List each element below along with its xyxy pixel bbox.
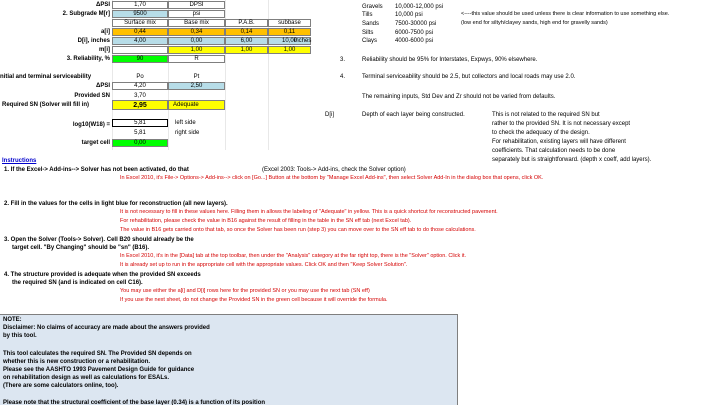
soil-value: 10,000 psi bbox=[395, 12, 423, 18]
box-line: to check the adequacy of the design. bbox=[492, 130, 590, 136]
mi-label: m[i] bbox=[99, 47, 110, 53]
right-side-value: 5,81 bbox=[134, 130, 146, 136]
reliability-label: 3. Reliability, % bbox=[66, 56, 110, 62]
instruction-red: You may use either the a[i] and D[i] rows here for the provided SN or you may use the next tab (SN eff) bbox=[120, 288, 370, 294]
delta-psi-value[interactable]: 1,70 bbox=[112, 1, 168, 9]
soil-value: 4000-6000 psi bbox=[395, 38, 434, 44]
layer-header: Surface mix bbox=[112, 19, 168, 27]
note-text: Reliability should be 95% for Interstates, Expwys, 90% elsewhere. bbox=[362, 57, 538, 63]
note-number: 4. bbox=[340, 74, 346, 80]
right-side-label: right side bbox=[175, 130, 200, 136]
ai-input[interactable]: 0,34 bbox=[168, 28, 225, 36]
delta-psi-unit: DPSI bbox=[168, 1, 225, 9]
note-text: Terminal serviceability should be 2.5, but collectors and local roads may use 2.0. bbox=[362, 74, 576, 80]
soil-value: 10,000-12,000 psi bbox=[395, 4, 444, 10]
left-side-value: 5,81 bbox=[112, 119, 168, 127]
ai-label: a[i] bbox=[101, 29, 110, 35]
instruction-note: (Excel 2003: Tools-> Add-ins, check the Solver option) bbox=[262, 167, 406, 173]
note-line: Please note that the structural coefficient of the base layer (0.34) is a function of its position bbox=[3, 400, 266, 405]
box-line: separately but is straightforward. (depth x coeff, add layers). bbox=[492, 157, 652, 163]
mi-input[interactable]: 1,00 bbox=[225, 46, 268, 54]
target-cell-value[interactable]: 0,00 bbox=[112, 139, 168, 147]
di-unit: inches bbox=[294, 38, 312, 44]
instruction-red: It is not necessary to fill in these values here. Filling them in allows the labeling of "Adequate" in yellow. This is a quick shortcut for reconstructed pavement. bbox=[120, 209, 498, 215]
reliability-code: R bbox=[168, 55, 225, 63]
ai-input[interactable]: 0,44 bbox=[112, 28, 168, 36]
left-side-label: left side bbox=[175, 120, 196, 126]
po-label: Po bbox=[136, 74, 144, 80]
di-input[interactable]: 10,00 bbox=[268, 37, 311, 45]
soil-name: Gravels bbox=[362, 4, 383, 10]
instruction-step: the required SN (and is indicated on cell C16). bbox=[12, 280, 143, 286]
provided-sn-value: 3,70 bbox=[134, 93, 146, 99]
di-note-label: D[i] bbox=[325, 112, 334, 118]
ai-input[interactable]: 0,14 bbox=[225, 28, 268, 36]
note-number: 3. bbox=[340, 57, 346, 63]
instruction-step: target cell. "By Changing" should be "sn" (B16). bbox=[12, 245, 150, 251]
ai-input[interactable]: 0,11 bbox=[268, 28, 311, 36]
di-input[interactable]: 0,00 bbox=[168, 37, 225, 45]
instruction-red: If you use the next sheet, do not change the Provided SN in the green cell because it will override the formula. bbox=[120, 297, 388, 303]
di-note-text: Depth of each layer being constructed. bbox=[362, 112, 465, 118]
mi-input[interactable]: 1,00 bbox=[168, 46, 225, 54]
instructions-title: Instructions bbox=[2, 158, 37, 164]
note-title: NOTE: bbox=[3, 317, 22, 323]
di-label: D[i], inches bbox=[77, 38, 110, 44]
instruction-red: For rehabilitation, please check the value in B16 against the result of filling in the table in the SN eff tab (next Excel tab). bbox=[120, 218, 412, 224]
adequate-badge: Adequate bbox=[168, 100, 225, 110]
box-line: This is not related to the required SN but bbox=[492, 112, 600, 118]
box-line: coefficients. That calculation needs to be done bbox=[492, 148, 616, 154]
layer-header: Base mix bbox=[168, 19, 225, 27]
note-line: (There are some calculators online, too). bbox=[3, 383, 119, 389]
log-w18-label: log10(W18) = bbox=[72, 122, 110, 128]
provided-sn-label: Provided SN bbox=[74, 93, 110, 99]
layer-header: subbase bbox=[268, 19, 311, 27]
di-input[interactable]: 4,00 bbox=[112, 37, 168, 45]
serviceability-label: nitial and terminal serviceability bbox=[0, 74, 92, 80]
note-line: Please see the AASHTO 1993 Pavement Design Guide for guidance bbox=[3, 367, 195, 373]
box-line: rather to the provided SN. It is not necessary except bbox=[492, 121, 631, 127]
note-line: on rehabilitation design as well as calculations for ESALs. bbox=[3, 375, 170, 381]
note-line: by this tool. bbox=[3, 333, 37, 339]
note-line: Disclaimer: No claims of accuracy are made about the answers provided bbox=[3, 325, 210, 331]
subgrade-input[interactable]: 9500 bbox=[112, 10, 168, 18]
soil-name: Silts bbox=[362, 30, 374, 36]
soil-name: Sands bbox=[362, 21, 380, 27]
pt-label: Pt bbox=[193, 74, 200, 80]
soil-note: <----this value should be used unless there is clear information to use something else. bbox=[461, 11, 670, 17]
instruction-red: The value in B16 gets carried onto that tab, so once the Solver has been run (step 3) you can move over to the SN eff tab to do those calculations. bbox=[120, 227, 476, 233]
soil-value: 6000-7500 psi bbox=[395, 30, 434, 36]
po-input[interactable]: 4,20 bbox=[112, 82, 168, 90]
delta-psi-label-2: ΔPSI bbox=[96, 83, 110, 89]
instruction-red: In Excel 2010, it's in the [Data] tab at the top toolbar, then under the "Analysis" category at the far right top, there is the "Solver" option. Click it. bbox=[120, 253, 467, 259]
reliability-input[interactable]: 90 bbox=[112, 55, 168, 63]
soil-value: 7500-30000 psi bbox=[395, 21, 437, 27]
subgrade-unit: psi bbox=[168, 10, 225, 18]
box-line: For rehabilitation, existing layers will have different bbox=[492, 139, 626, 145]
instruction-step: 1. If the Excel-> Add-ins--> Solver has not been activated, do that bbox=[4, 167, 189, 173]
mi-empty bbox=[112, 46, 168, 54]
note-text: The remaining inputs, Std Dev and Zr should not be varied from defaults. bbox=[362, 94, 556, 100]
subgrade-label: 2. Subgrade M[r] bbox=[62, 11, 110, 17]
soil-name: Tills bbox=[362, 12, 373, 18]
instruction-step: 3. Open the Solver (Tools-> Solver). Cell B20 should already be the bbox=[4, 237, 194, 243]
instruction-step: 4. The structure provided is adequate when the provided SN exceeds bbox=[4, 272, 201, 278]
layer-header: P.A.B. bbox=[225, 19, 268, 27]
instruction-step: 2. Fill in the values for the cells in light blue for reconstruction (all new layers). bbox=[4, 201, 228, 207]
soil-name: Clays bbox=[362, 38, 378, 44]
pt-input[interactable]: 2,50 bbox=[168, 82, 225, 90]
mi-input[interactable]: 1,00 bbox=[268, 46, 311, 54]
di-input[interactable]: 6,00 bbox=[225, 37, 268, 45]
delta-psi-label: ΔPSI bbox=[96, 2, 110, 8]
required-sn-value[interactable]: 2,95 bbox=[112, 100, 168, 110]
note-line: This tool calculates the required SN. The Provided SN depends on bbox=[3, 351, 192, 357]
required-sn-label: Required SN (Solver will fill in) bbox=[2, 102, 90, 108]
soil-note: (low end for siltyh/clayey sands, high end for gravelly sands) bbox=[461, 20, 608, 26]
note-line: whether this is new construction or a rehabilitation. bbox=[3, 359, 151, 365]
instruction-red: It is already set up to run in the appropriate cell with the appropriate values. Click OK and then "Keep Solver Solution". bbox=[120, 262, 408, 268]
instruction-red: In Excel 2010, it's File-> Options-> Add-ins--> click on [Go...] Button at the bottom by "Manage Excel Add-ins", then select Solver Add-In in the dialog box that opens, click OK. bbox=[120, 175, 544, 181]
target-cell-label: target cell bbox=[81, 140, 110, 146]
